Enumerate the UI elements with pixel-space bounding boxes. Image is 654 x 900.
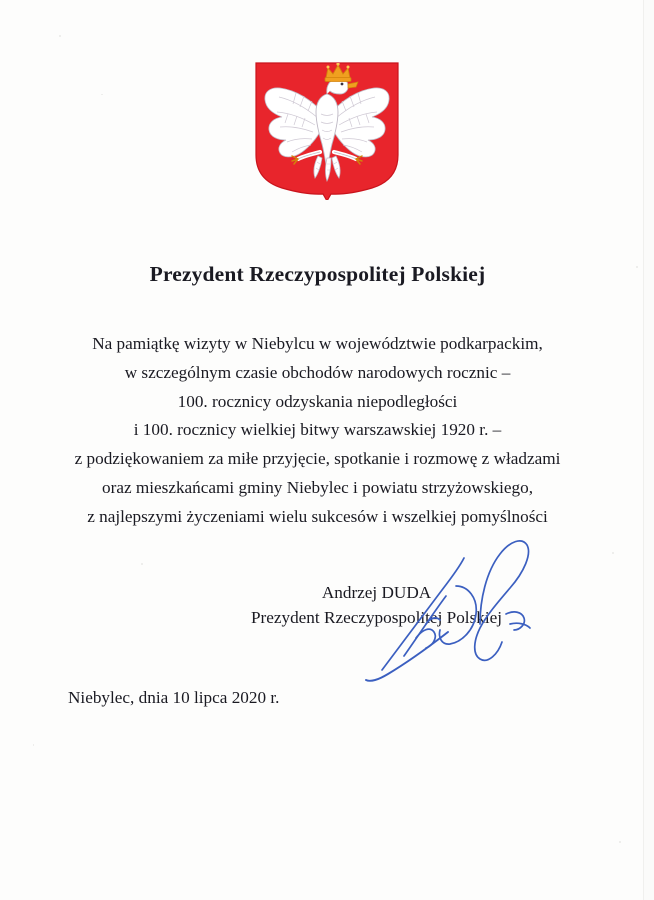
body-line: w szczególnym czasie obchodów narodowych rocznic –: [124, 362, 511, 382]
scan-speckle: [612, 552, 614, 554]
scan-speckle: [636, 266, 638, 268]
scan-speckle: [101, 94, 103, 95]
scan-speckle: [141, 563, 143, 565]
signature-block: [0, 580, 635, 630]
body-line: i 100. rocznicy wielkiej bitwy warszawskiej 1920 r. –: [133, 420, 502, 440]
body-line: z najlepszymi życzeniami wielu sukcesów i wszelkiej pomyślności: [87, 506, 548, 526]
polish-coat-of-arms-icon: [252, 60, 402, 200]
signatory-name: Andrzej DUDA: [321, 583, 432, 602]
document-body: [0, 330, 635, 532]
body-line: oraz mieszkańcami gminy Niebylec i powiatu strzyżowskiego,: [102, 477, 533, 497]
scan-speckle: [33, 744, 34, 746]
scan-speckle: [619, 841, 621, 843]
scan-speckle: [59, 35, 61, 37]
date-line: Niebylec, dnia 10 lipca 2020 r.: [68, 688, 280, 707]
page-title: Prezydent Rzeczypospolitej Polskiej: [149, 262, 486, 286]
body-line: 100. rocznicy odzyskania niepodległości: [177, 391, 458, 411]
signatory-role: Prezydent Rzeczypospolitej Polskiej: [250, 608, 503, 627]
body-line: z podziękowaniem za miłe przyjęcie, spotkanie i rozmowę z władzami: [74, 449, 561, 469]
paper-right-edge: [643, 0, 654, 900]
body-line: Na pamiątkę wizyty w Niebylcu w województwie podkarpackim,: [92, 334, 543, 353]
